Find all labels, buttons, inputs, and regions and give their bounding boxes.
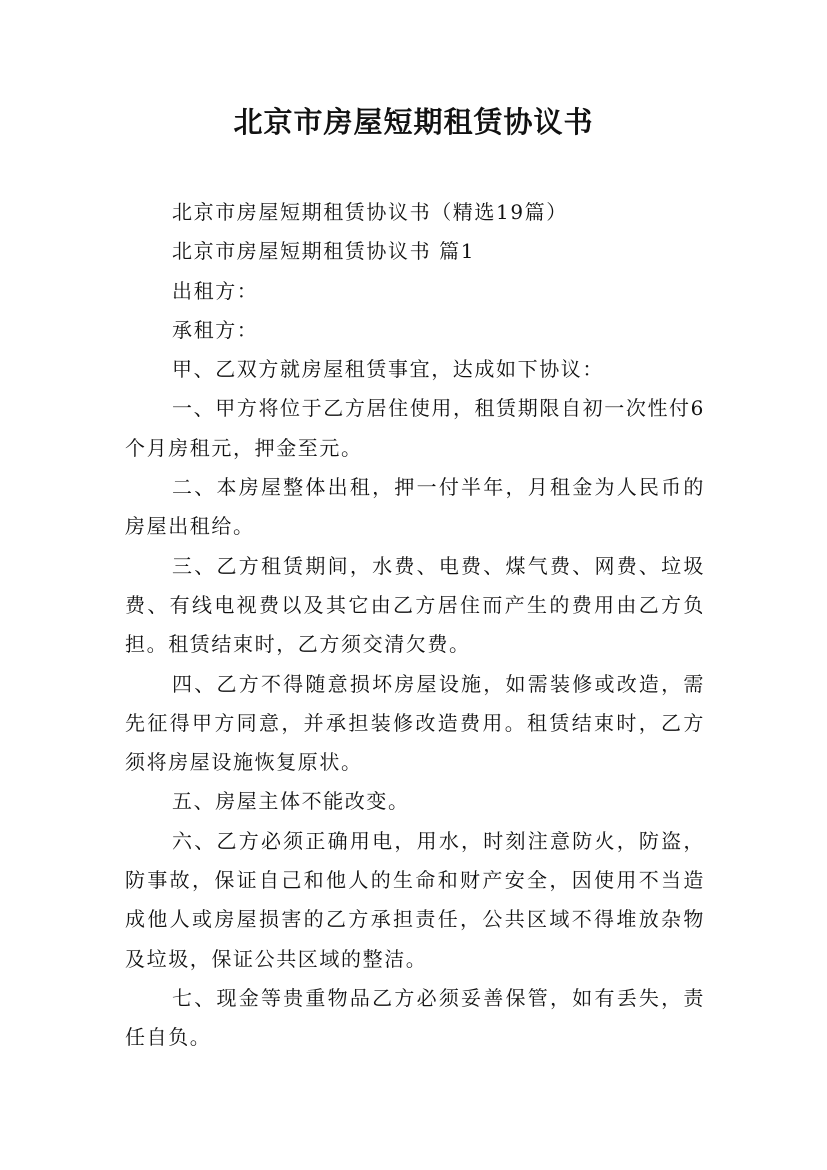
paragraph-clause-1: 一、甲方将位于乙方居住使用，租赁期限自初一次性付6个月房租元，押金至元。	[125, 396, 705, 460]
document-body	[125, 193, 705, 1058]
paragraph-clause-7: 七、现金等贵重物品乙方必须妥善保管，如有丢失，责任自负。	[125, 985, 705, 1050]
paragraph-clause-4: 四、乙方不得随意损坏房屋设施，如需装修或改造，需先征得甲方同意，并承担装修改造费用。租赁结束时，乙方须将房屋设施恢复原状。	[125, 671, 705, 775]
paragraph-clause-3: 三、乙方租赁期间，水费、电费、煤气费、网费、垃圾费、有线电视费以及其它由乙方居住而产生的费用由乙方负担。租赁结束时，乙方须交清欠费。	[125, 553, 705, 657]
paragraph-lessee: 承租方：	[172, 317, 259, 342]
paragraph-clause-5: 五、房屋主体不能改变。	[172, 789, 410, 814]
paragraph-clause-2: 二、本房屋整体出租，押一付半年，月租金为人民币的房屋出租给。	[125, 475, 705, 539]
paragraph-article-heading: 北京市房屋短期租赁协议书 篇1	[172, 239, 476, 264]
paragraph-clause-6: 六、乙方必须正确用电，用水，时刻注意防火，防盗，防事故，保证自己和他人的生命和财产安全，因使用不当造成他人或房屋损害的乙方承担责任，公共区域不得堆放杂物及垃圾，保证公共区域的整洁。	[125, 828, 705, 971]
paragraph-lessor: 出租方：	[172, 278, 259, 303]
document-title: 北京市房屋短期租赁协议书	[233, 105, 594, 139]
paragraph-subtitle: 北京市房屋短期租赁协议书（精选19篇）	[172, 200, 568, 224]
paragraph-agreement-intro: 甲、乙双方就房屋租赁事宜，达成如下协议：	[172, 357, 604, 382]
